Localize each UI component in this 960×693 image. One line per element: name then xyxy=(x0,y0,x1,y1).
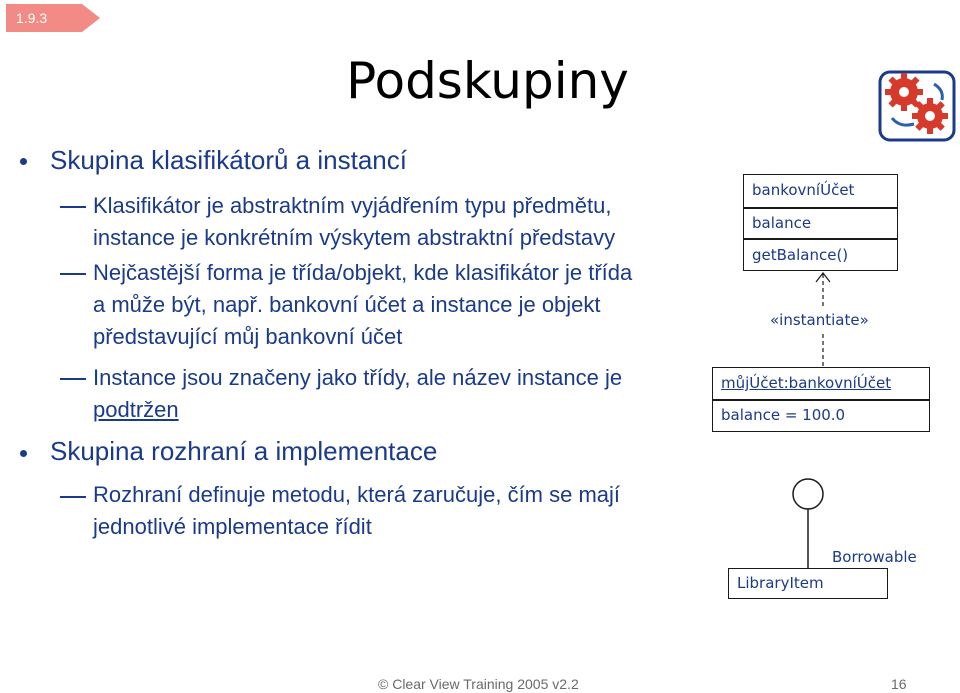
class-name: bankovníÚčet xyxy=(752,181,855,199)
footer-copyright: © Clear View Training 2005 v2.2 xyxy=(378,676,579,692)
library-item-name: LibraryItem xyxy=(737,574,824,592)
slide-number-badge xyxy=(6,4,100,32)
uml-class-box xyxy=(743,174,898,271)
class-divider xyxy=(744,207,897,209)
sub-item-interface: Rozhraní definuje metodu, která zaručuje, čím se mají jednotlivé implementace řídit xyxy=(93,482,621,539)
page-number: 16 xyxy=(891,676,907,692)
dash-marker xyxy=(60,273,86,275)
instance-name: můjÚčet:bankovníÚčet xyxy=(721,374,892,392)
badge-text: 1.9.3 xyxy=(16,10,48,26)
sub-item-classifier: Klasifikátor je abstraktním vyjádřením typu předmětu, instance je konkrétním výskytem abstraktní představy xyxy=(93,193,616,250)
slide-title: Podskupiny xyxy=(346,52,629,110)
stereotype-label: «instantiate» xyxy=(770,311,869,329)
instance-attribute: balance = 100.0 xyxy=(721,406,846,424)
uml-instance-box xyxy=(712,367,930,432)
interface-name: Borrowable xyxy=(832,548,917,566)
dash-marker xyxy=(60,378,86,380)
sub-item-common-form: Nejčastější forma je třída/objekt, kde klasifikátor je třída a může být, např. bankovní účet a instance je objekt představující můj bankovní účet xyxy=(93,260,633,349)
bullet-1-text: Skupina klasifikátorů a instancí xyxy=(50,145,407,175)
instance-divider xyxy=(713,399,929,401)
bullet-dot xyxy=(20,450,27,457)
gears-icon xyxy=(878,70,956,142)
sub-item-instances: Instance jsou značeny jako třídy, ale název instance je podtržen xyxy=(93,365,623,422)
interface-lollipop-icon xyxy=(780,476,840,572)
bullet-2-text: Skupina rozhraní a implementace xyxy=(50,436,438,466)
dash-marker xyxy=(60,206,86,208)
dash-marker xyxy=(60,496,86,498)
class-attribute: balance xyxy=(752,214,812,232)
bullet-dot xyxy=(20,158,27,165)
class-divider xyxy=(744,238,897,240)
library-item-class-box xyxy=(728,568,888,599)
class-operation: getBalance() xyxy=(752,246,849,264)
